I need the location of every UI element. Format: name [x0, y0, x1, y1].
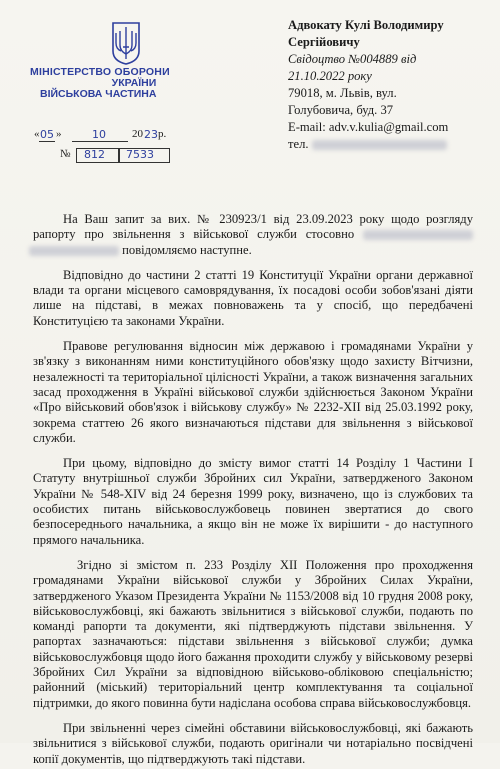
addressee-name-1: Адвокату Кулі Володимиру — [288, 18, 444, 32]
addressee-certificate: Свідоцтво №004889 від — [288, 52, 417, 66]
paragraph-4: При цьому, відповідно до змісту вимог статті 14 Розділу 1 Частини І Статуту внутрішньої служби Збройних сил України, затвердженого Законом України № 548-XIV від 24 березня 1999 року, визначено, що із службових та особистих питань військовослужбовець повинен звертатися до свого безпосереднього начальника, а якщо він не може їх вирішити - до наступного прямого начальника. — [33, 456, 473, 547]
paragraph-6: При звільненні через сімейні обставини військовослужбовці, які бажають звільнитися з військової служби, подають оригінали чи нотаріально посвідчені копії документів, що підтверджують такі підстави. — [33, 720, 473, 766]
addressee-address-1: 79018, м. Львів, вул. — [288, 86, 397, 100]
reg-num-part2: 7533 — [126, 148, 154, 161]
letter-body — [33, 212, 473, 769]
reg-day: 05 — [40, 128, 54, 141]
redacted-name-2 — [29, 246, 119, 256]
ministry-stamp — [30, 66, 210, 100]
paragraph-2: Відповідно до частини 2 статті 19 Конституції України органи державної влади та органи місцевого самоврядування, їх посадові особи зобов'язані діяти лише на підставі, в межах повноважень та у спосіб, що передбачені Конституцією та законами України. — [33, 267, 473, 328]
addressee-block — [288, 17, 493, 153]
redacted-phone — [312, 140, 447, 150]
redacted-name — [363, 230, 473, 240]
addressee-name-2: Сергійовичу — [288, 35, 360, 49]
letter-page: МІНІСТЕРСТВО ОБОРОНИ УКРАЇНИ ВІЙСЬКОВА ЧАСТИНА « 05 » 10 20 23 р. № 812 7533 Адвокату Кулі Володимиру Сергійовичу Свідоцтво №004889 від 21.10.2022 року 79018, м. Львів, вул. Голубовича, буд. 37 E-mail: adv.v.kulia@gmail.com тел. На Ваш запит за вих. № 230923/1 від 23.09.2023 року щодо розгляду рапорту про звільнення з військової служби стосовно повідомляємо наступне. Відповідно до частини 2 статті 19 Конституції України органи державної влади та органи місцевого самоврядування, їх посадові особи зобов'язані діяти лише на підставі, в межах повноважень та у спосіб, що передбачені Конституцією та законами України. Правове регулювання відносин між державою і громадянами України у зв'язку з виконанням ними конституційного обов'язку щодо захисту Вітчизни, незалежності та територіальної цілісності України, а також визначення загальних засад проходження в Україні військової служби здійснюється Законом України «Про військовий обов'язок і військову службу» № 2232-XII від 25.03.1992 року, зокрема статтею 26 якого визначаються підстави для звільнення з військової служби. При цьому, відповідно до змісту вимог статті 14 Розділу 1 Частини І Статуту внутрішньої служби Збройних сил України, затвердженого Законом України № 548-XIV від 24 березня 1999 року, визначено, що із службових та особистих питань військовослужбовець повинен звертатися до свого безпосереднього начальника, а якщо він не може їх вирішити - до наступного прямого начальника. Згідно зі змістом п. 233 Розділу XII Положення про проходження громадянами України військової служби у Збройних Силах України, затвердженого Указом Президента України № 1153/2008 від 10 грудня 2008 року, військовослужбовці, які бажають звільнитися з військової служби, подають по команді рапорти та документи, які підтверджують підстави звільнення. У рапортах зазначаються: підстави звільнення з військової служби; думка військовослужбовця щодо його бажання проходити службу у військовому резерві Збройних Сил України за відповідною військово-обліковою спеціальністю; районний (міський) територіальний центр комплектування та соціальної підтримки, до якого повинна бути надіслана особова справа військовослужбовця. При звільненні через сімейні обставини військовослужбовці, які бажають звільнитися з військової служби, подають оригінали чи нотаріально посвідчені копії документів, що підтверджують такі підстави. — [0, 0, 500, 743]
paragraph-3: Правове регулювання відносин між державою і громадянами України у зв'язку з виконанням ними конституційного обов'язку щодо захисту Вітчизни, незалежності та територіальної цілісності України, а також визначення загальних засад проходження в Україні військової служби здійснюється Законом України «Про військовий обов'язок і військову службу» № 2232-XII від 25.03.1992 року, зокрема статтею 26 якого визначаються підстави для звільнення з військової служби. — [33, 339, 473, 445]
reg-num-part1: 812 — [84, 148, 105, 161]
trident-coat-of-arms-icon — [111, 21, 141, 65]
reg-year-suffix: 23 — [144, 128, 158, 141]
paragraph-5: Згідно зі змістом п. 233 Розділу XII Положення про проходження громадянами України військової служби у Збройних Силах України, затвердженого Указом Президента України № 1153/2008 від 10 грудня 2008 року, військовослужбовці, які бажають звільнитися з військової служби, подають по команді рапорти та документи, які підтверджують підстави звільнення. У рапортах зазначаються: підстави звільнення з військової служби; думка військовослужбовця щодо його бажання проходити службу у військовому резерві Збройних Сил України за відповідною військово-обліковою спеціальністю; районний (міський) територіальний центр комплектування та соціальної підтримки, до якого повинна бути надіслана особова справа військовослужбовця. — [33, 557, 473, 710]
stamp-line-1: МІНІСТЕРСТВО ОБОРОНИ — [30, 66, 170, 78]
paragraph-1: На Ваш запит за вих. № 230923/1 від 23.09.2023 року щодо розгляду рапорту про звільнення з військової служби стосовно повідомляємо наступне. — [33, 212, 473, 258]
stamp-line-3: ВІЙСЬКОВА ЧАСТИНА — [40, 88, 157, 100]
reg-year-prefix: 20 — [132, 128, 143, 140]
addressee-address-2: Голубовича, буд. 37 — [288, 103, 394, 117]
reg-month: 10 — [92, 128, 106, 141]
addressee-email: E-mail: adv.v.kulia@gmail.com — [288, 120, 449, 134]
reg-no-label: № — [60, 148, 71, 160]
stamp-line-2: УКРАЇНИ — [111, 77, 157, 89]
addressee-certificate-date: 21.10.2022 року — [288, 69, 372, 83]
addressee-phone: тел. — [288, 136, 493, 153]
